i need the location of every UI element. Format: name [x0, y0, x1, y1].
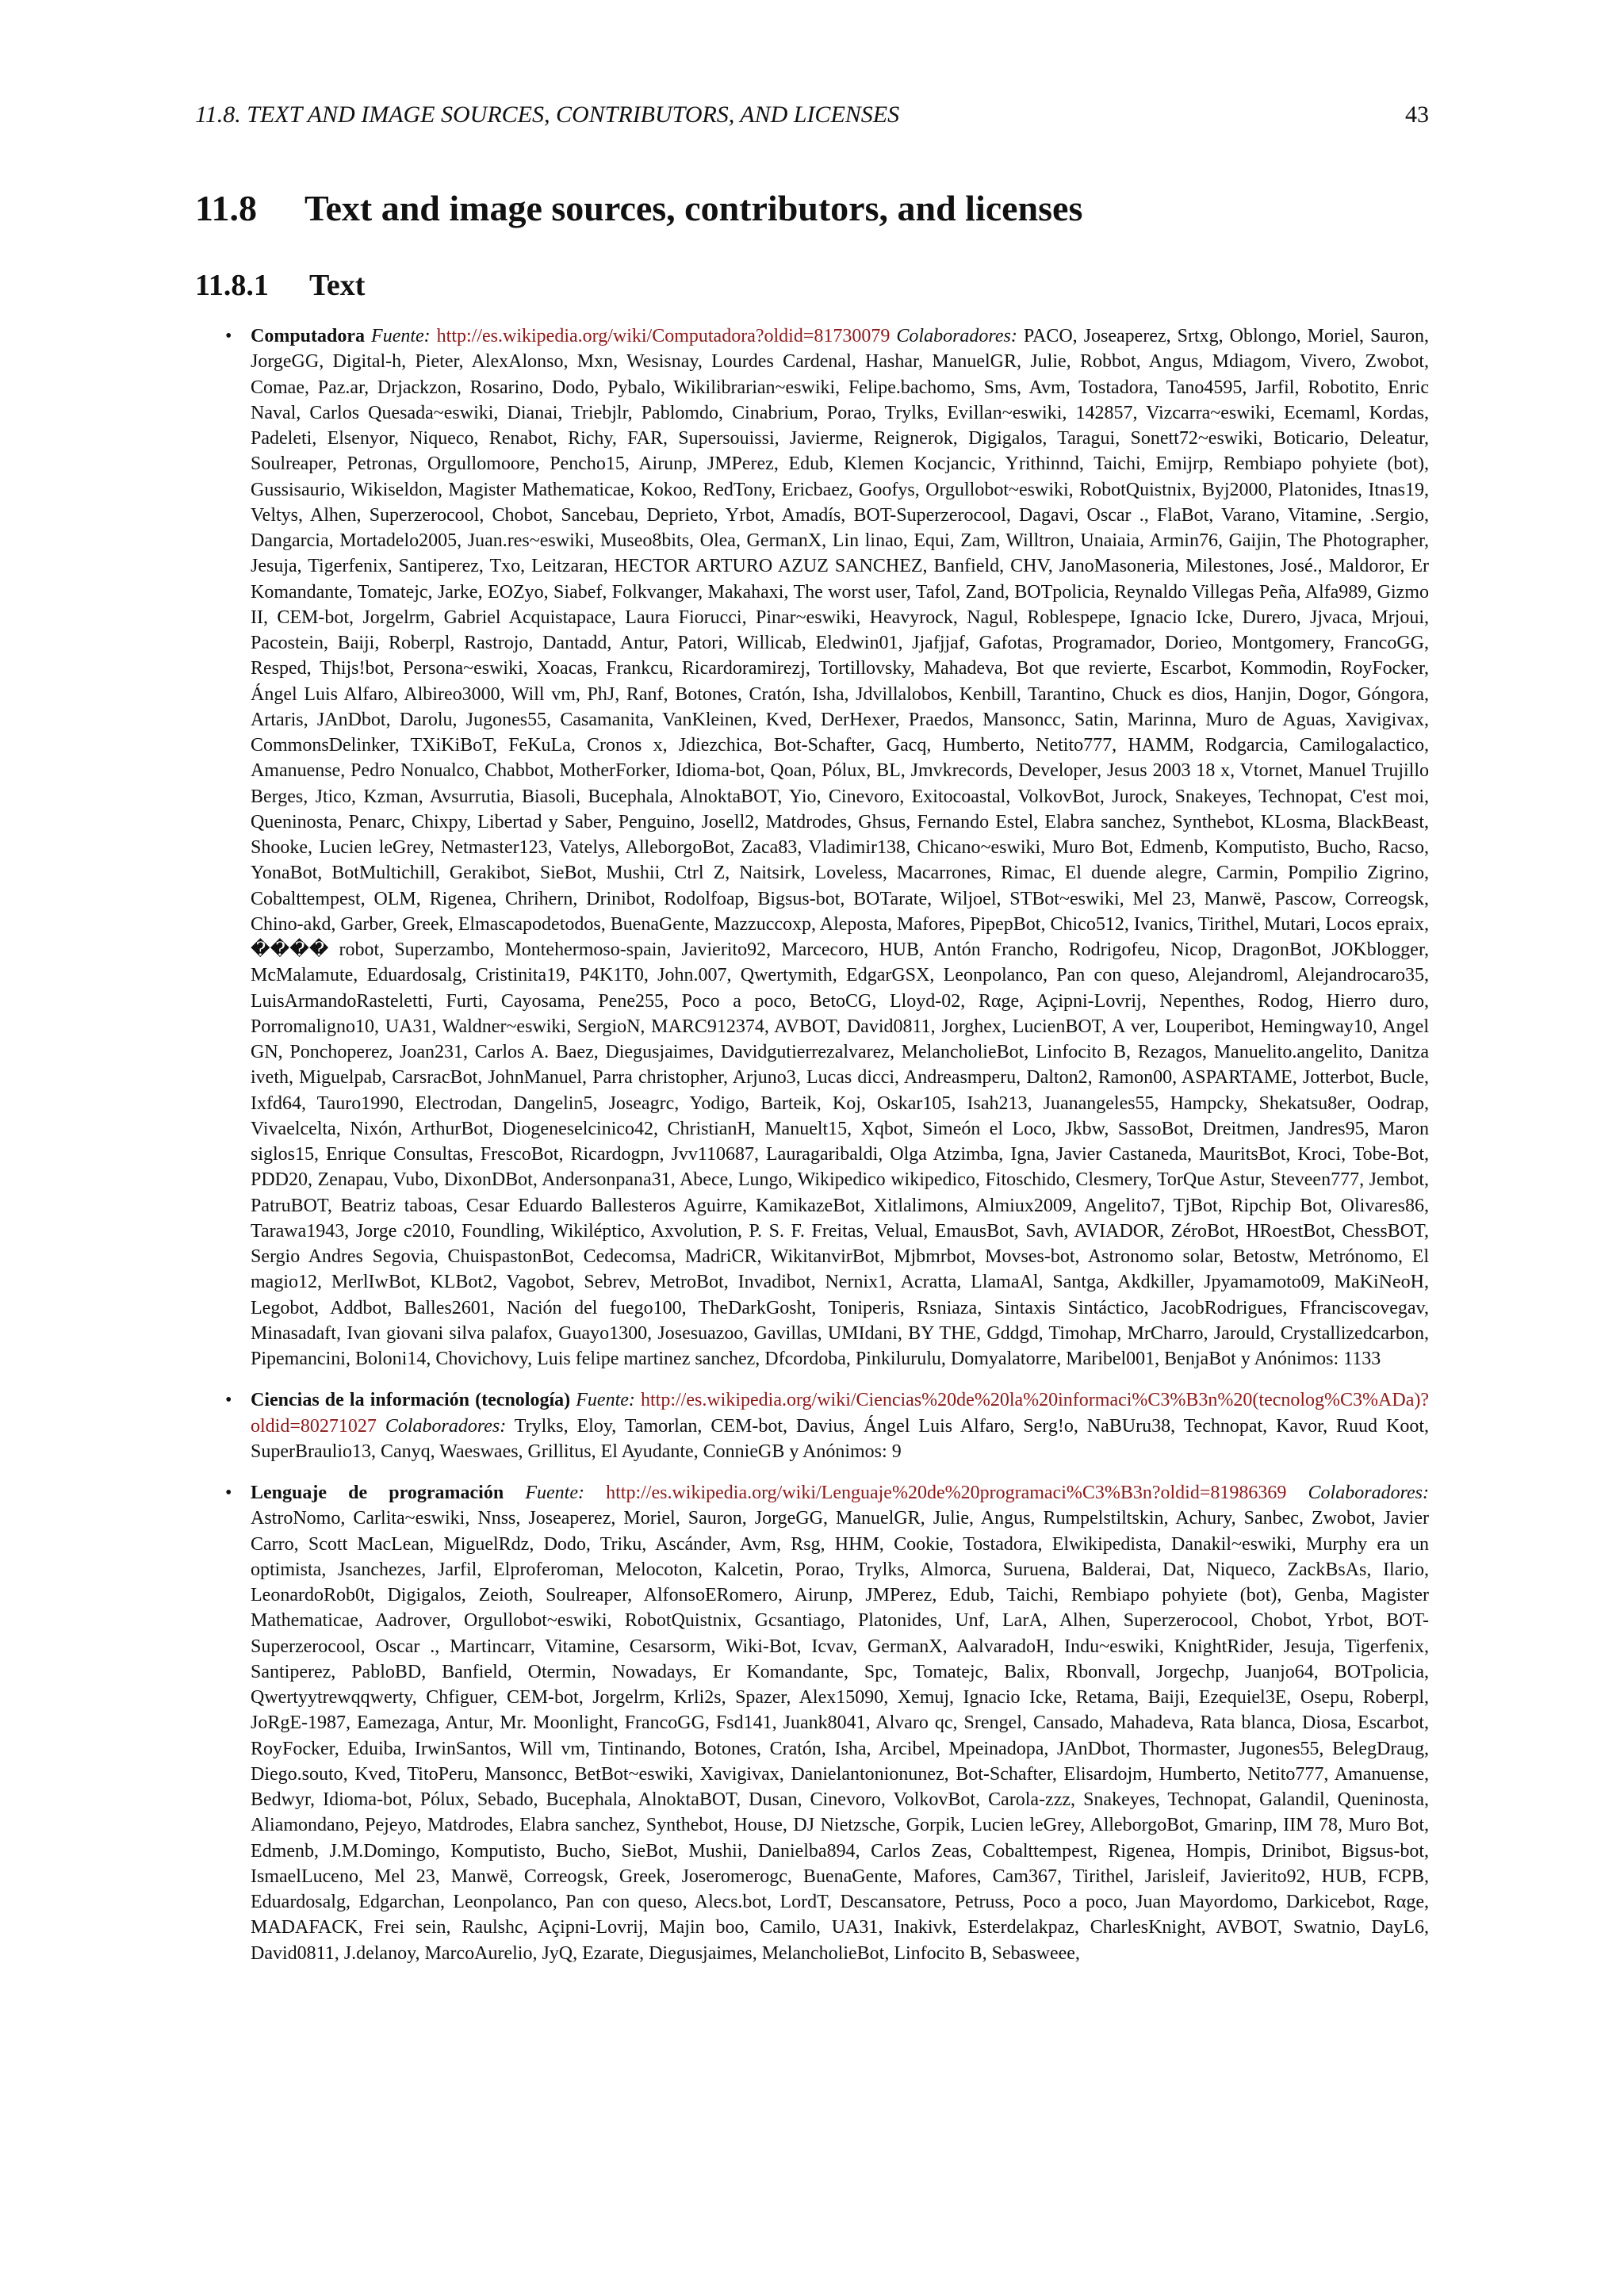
- article-title: Ciencias de la información (tecnología): [251, 1390, 571, 1411]
- source-url-link[interactable]: http://es.wikipedia.org/wiki/Lenguaje%20de%20programaci%C3%B3n?oldid=81986369: [606, 1483, 1287, 1503]
- source-entry: [251, 323, 1429, 1372]
- contributors-label: Colaboradores:: [1308, 1483, 1429, 1503]
- running-title: 11.8. TEXT AND IMAGE SOURCES, CONTRIBUTORS, AND LICENSES: [195, 101, 900, 128]
- source-entry: [251, 1387, 1429, 1464]
- source-entry-list: [251, 323, 1429, 1982]
- article-title: Lenguaje de programación: [251, 1483, 504, 1503]
- article-title: Computadora: [251, 326, 366, 346]
- source-label: Fuente:: [525, 1483, 584, 1503]
- page-number: 43: [1405, 101, 1429, 128]
- subsection-number: 11.8.1: [195, 269, 269, 302]
- source-label: Fuente:: [576, 1390, 635, 1411]
- section-title-text: Text and image sources, contributors, and licenses: [304, 188, 1083, 228]
- contributors-label: Colaboradores:: [385, 1415, 507, 1437]
- source-url-link[interactable]: http://es.wikipedia.org/wiki/Ciencias%20de%20la%20informaci%C3%B3n%20(tecnolog%C3%ADa)?oldid=80271027: [251, 1390, 1429, 1437]
- contributors-list: PACO, Joseaperez, Srtxg, Oblongo, Moriel, Sauron, JorgeGG, Digital-h, Pieter, AlexAlonso, Mxn, Wesisnay, Lourdes Cardenal, Hashar, ManuelGR, Julie, Robbot, Angus, Mdiagom, Vivero, Zwobot, Comae, Paz.ar, Drjackzon, Rosarino, Dodo, Pybalo, Wikilibrarian~eswiki, Felipe.bachomo, Sms, Avm, Tostadora, Tano4595, Jarfil, Robotito, Enric Naval, Carlos Quesada~eswiki, Dianai, Triebjlr, Pablomdo, Cinabrium, Porao, Trylks, Evillan~eswiki, 142857, Vizcarra~eswiki, Ecemaml, Kordas, Padeleti, Elsenyor, Niqueco, Renabot, Richy, FAR, Supersouissi, Javierme, Reignerok, Digigalos, Taragui, Sonett72~eswiki, Boticario, Deleatur, Soulreaper, Petronas, Orgullomoore, Pencho15, Airunp, JMPerez, Edub, Klemen Kocjancic, Yrithinnd, Taichi, Emijrp, Rembiapo pohyiete (bot), Gussisaurio, Wikiseldon, Magister Mathematicae, Kokoo, RedTony, Ericbaez, Goofys, Orgullobot~eswiki, RobotQuistnix, Byj2000, Platonides, Itnas19, Veltys, Alhen, Superzerocool, Chobot, Sancebau, Deprieto, Yrbot, Amadís, BOT-Superzerocool, Dagavi, Oscar ., FlaBot, Varano, Vitamine, .Sergio, Dangarcia, Mortadelo2005, Juan.res~eswiki, Museo8bits, Olea, GermanX, Lin linao, Equi, Zam, Willtron, Unaiaia, Armin76, Gaijin, The Photographer, Jesuja, Tigerfenix, Santiperez, Txo, Leitzaran, HECTOR ARTURO AZUZ SANCHEZ, Banfield, CHV, JanoMasoneria, Milestones, José., Maldoror, Er Komandante, Tomatejc, Jarke, EOZyo, Siabef, Folkvanger, Makahaxi, The worst user, Tafol, Zand, BOTpolicia, Reynaldo Villegas Peña, Alfa989, Gizmo II, CEM-bot, Jorgelrm, Gabriel Acquistapace, Laura Fiorucci, Pinar~eswiki, Heavyrock, Nagul, Roblespepe, Ignacio Icke, Durero, Jjvaca, Mrjoui, Pacostein, Baiji, Roberpl, Rastrojo, Dantadd, Antur, Patori, Willicab, Eledwin01, Jjafjjaf, Gafotas, Programador, Dorieo, Montgomery, FrancoGG, Resped, Thijs!bot, Persona~eswiki, Xoacas, Frankcu, Ricardoramirezj, Tortillovsky, Mahadeva, Bot que revierte, Escarbot, Kommodin, RoyFocker, Ángel Luis Alfaro, Albireo3000, Will vm, PhJ, Ranf, Botones, Cratón, Isha, Jdvillalobos, Kenbill, Tarantino, Chuck es dios, Hanjin, Dogor, Góngora, Artaris, JAnDbot, Darolu, Jugones55, Casamanita, VanKleinen, Kved, DerHexer, Praedos, Mansoncc, Satin, Marinna, Muro de Aguas, Xavigivax, CommonsDelinker, TXiKiBoT, FeKuLa, Cronos x, Jdiezchica, Bot-Schafter, Gacq, Humberto, Netito777, HAMM, Rodgarcia, Camilogalactico, Amanuense, Pedro Nonualco, Chabbot, MotherForker, Idioma-bot, Qoan, Pólux, BL, Jmvkrecords, Developer, Jesus 2003 18 x, Vtornet, Manuel Trujillo Berges, Jtico, Kzman, Avsurrutia, Biasoli, Bucephala, AlnoktaBOT, Yio, Cinevoro, Exitocoastal, VolkovBot, Jurock, Snakeyes, Technopat, C'est moi, Queninosta, Penarc, Chixpy, Libertad y Saber, Penguino, Josell2, Matdrodes, Ghsus, Fernando Estel, Elabra sanchez, Synthebot, KLosma, BlackBeast, Shooke, Lucien leGrey, Netmaster123, Vatelys, AlleborgoBot, Zaca83, Vladimir138, Chicano~eswiki, Muro Bot, Edmenb, Komputisto, Bucho, Racso, YonaBot, BotMultichill, Gerakibot, SieBot, Mushii, Ctrl Z, Naitsirk, Loveless, Macarrones, Rimac, El duende alegre, Carmin, Pompilio Zigrino, Cobalttempest, OLM, Rigenea, Chrihern, Drinibot, Rodolfoap, Bigsus-bot, BOTarate, Wiljoel, STBot~eswiki, Mel 23, Manwë, Pascow, Correogsk, Chino-akd, Garber, Greek, Elmascapodetodos, BuenaGente, Mazzuccoxp, Aleposta, Mafores, PipepBot, Chico512, Ivanics, Tirithel, Mutari, Locos epraix, ���� robot, Superzambo, Montehermoso-spain, Javierito92, Marcecoro, HUB, Antón Francho, Rodrigofeu, Nicop, DragonBot, JOKblogger, McMalamute, Eduardosalg, Cristinita19, P4K1T0, John.007, Qwertymith, EdgarGSX, Leonpolanco, Pan con queso, Alejandroml, Alejandrocaro35, LuisArmandoRasteletti, Furti, Cayosama, Pene255, Poco a poco, BetoCG, Lloyd-02, Rαge, Açipni-Lovrij, Nepenthes, Rodog, Hierro duro, Porromaligno10, UA31, Waldner~eswiki, SergioN, MARC912374, AVBOT, David0811, Jorghex, LucienBOT, A ver, Louperibot, Hemingway10, Angel GN, Ponchoperez, Joan231, Carlos A. Baez, Diegusjaimes, Davidgutierrezalvarez, MelancholieBot, Linfocito B, Rezagos, Manuelito.angelito, Danitza iveth, Miguelpab, CarsracBot, JohnManuel, Parra christopher, Arjuno3, Lucas dicci, Andreasmperu, Dalton2, Ramon00, ASPARTAME, Jotterbot, Bucle, Ixfd64, Tauro1990, Electrodan, Dangelin5, Joseagrc, Yodigo, Barteik, Koj, Oskar105, Isah213, Juanangeles55, Hampcky, Shekatsu8er, Oodrap, Vivaelcelta, Nixón, ArthurBot, Diogeneselcinico42, ChristianH, Manuelt15, Xqbot, Simeón el Loco, Jkbw, SassoBot, Dreitmen, Jandres95, Maron siglos15, Enrique Consultas, FrescoBot, Ricardogpn, Jvv110687, Lauragaribaldi, Olga Atzimba, Igna, Javier Castaneda, MauritsBot, Kroci, Tobe-Bot, PDD20, Zenapau, Vubo, DixonDBot, Andersonpana31, Abece, Lungo, Wikipedico wikipedico, Fitoschido, Clesmery, TorQue Astur, Steveen777, Jembot, PatruBOT, Beatriz taboas, Cesar Eduardo Ballesteros Aguirre, KamikazeBot, Xitlalimons, Almiux2009, Angelito7, TjBot, Ripchip Bot, Olivares86, Tarawa1943, Jorge c2010, Foundling, Wikiléptico, Axvolution, P. S. F. Freitas, Velual, EmausBot, Savh, AVIADOR, ZéroBot, HRoestBot, ChessBOT, Sergio Andres Segovia, ChuispastonBot, Cedecomsa, MadriCR, WikitanvirBot, Mjbmrbot, Movses-bot, Astronomo solar, Betostw, Metrónomo, El magio12, MerlIwBot, KLBot2, Vagobot, Sebrev, MetroBot, Invadibot, Nernix1, Acratta, LlamaAl, Santga, Akdkiller, Jpyamamoto09, MaKiNeoH, Legobot, Addbot, Balles2601, Nación del fuego100, TheDarkGosht, Toniperis, Rsniaza, Sintaxis Sintáctico, JacobRodrigues, Ffranciscovegav, Minasadaft, Ivan giovani silva palafox, Guayo1300, Josesuazoo, Gavillas, UMIdani, BY THE, Gddgd, Timohap, MrCharro, Jarould, Crystallizedcarbon, Pipemancini, Boloni14, Chovichovy, Luis felipe martinez sanchez, Dfcordoba, Pinkilurulu, Domyalatorre, Maribel001, BenjaBot y Anónimos: 1133: [251, 326, 1429, 1369]
- source-url-link[interactable]: http://es.wikipedia.org/wiki/Computadora?oldid=81730079: [436, 326, 891, 346]
- section-number: 11.8: [195, 188, 257, 228]
- contributors-label: Colaboradores:: [896, 326, 1017, 346]
- source-label: Fuente:: [371, 326, 431, 346]
- section-title: [195, 187, 1082, 229]
- contributors-list: AstroNomo, Carlita~eswiki, Nnss, Joseaperez, Moriel, Sauron, JorgeGG, ManuelGR, Julie, Angus, Rumpelstiltskin, Achury, Sanbec, Zwobot, Javier Carro, Scott MacLean, MiguelRdz, Dodo, Triku, Ascánder, Avm, Rsg, HHM, Cookie, Tostadora, Elwikipedista, Danakil~eswiki, Murphy era un optimista, Jsanchezes, Jarfil, Elproferoman, Melocoton, Kalcetin, Porao, Trylks, Almorca, Suruena, Balderai, Dat, Niqueco, ZackBsAs, Ilario, LeonardoRob0t, Digigalos, Zeioth, Soulreaper, AlfonsoERomero, Airunp, JMPerez, Edub, Taichi, Rembiapo pohyiete (bot), Genba, Magister Mathematicae, Aadrover, Orgullobot~eswiki, RobotQuistnix, Gcsantiago, Platonides, Unf, LarA, Alhen, Superzerocool, Chobot, Yrbot, BOT-Superzerocool, Oscar ., Martincarr, Vitamine, Cesarsorm, Wiki-Bot, Icvav, GermanX, AalvaradoH, Indu~eswiki, KnightRider, Jesuja, Tigerfenix, Santiperez, PabloBD, Banfield, Otermin, Nowadays, Er Komandante, Spc, Tomatejc, Balix, Rbonvall, Jorgechp, Juanjo64, BOTpolicia, Qwertyytrewqqwerty, Chfiguer, CEM-bot, Jorgelrm, Krli2s, Spazer, Alex15090, Xemuj, Ignacio Icke, Retama, Baiji, Ezequiel3E, Osepu, Roberpl, JoRgE-1987, Eamezaga, Antur, Mr. Moonlight, FrancoGG, Fsd141, Juank8041, Alvaro qc, Srengel, Cansado, Mahadeva, Rata blanca, Diosa, Escarbot, RoyFocker, Eduiba, IrwinSantos, Will vm, Tintinando, Botones, Cratón, Isha, Arcibel, Mpeinadopa, JAnDbot, Thormaster, Jugones55, BelegDraug, Diego.souto, Kved, TitoPeru, Mansoncc, BetBot~eswiki, Xavigivax, Danielantonionunez, Bot-Schafter, Elisardojm, Humberto, Netito777, Amanuense, Bedwyr, Idioma-bot, Pólux, Sebado, Bucephala, AlnoktaBOT, Dusan, Cinevoro, VolkovBot, Carola-zzz, Snakeyes, Technopat, Galandil, Queninosta, Aliamondano, Pejeyo, Matdrodes, Elabra sanchez, Synthebot, House, DJ Nietzsche, Gorpik, Lucien leGrey, AlleborgoBot, Gmarinp, IIM 78, Muro Bot, Edmenb, J.M.Domingo, Komputisto, Bucho, SieBot, Mushii, Danielba894, Carlos Zeas, Cobalttempest, Rigenea, Hompis, Drinibot, Bigsus-bot, IsmaelLuceno, Mel 23, Manwë, Correogsk, Greek, Joseromerogc, BuenaGente, Mafores, Cam367, Tirithel, Jarisleif, Javierito92, HUB, FCPB, Eduardosalg, Edgarchan, Leonpolanco, Pan con queso, Alecs.bot, LordT, Descansatore, Petruss, Poco a poco, Juan Mayordomo, Darkicebot, Rαge, MADAFACK, Frei sein, Raulshc, Açipni-Lovrij, Majin boo, Camilo, UA31, Inakivk, Esterdelakpaz, CharlesKnight, AVBOT, Swatnio, DayL6, David0811, J.delanoy, MarcoAurelio, JyQ, Ezarate, Diegusjaimes, MelancholieBot, Linfocito B, Sebasweee,: [251, 1508, 1429, 1964]
- subsection-title-text: Text: [309, 269, 366, 302]
- contributors-list: Trylks, Eloy, Tamorlan, CEM-bot, Davius, Ángel Luis Alfaro, Serg!o, NaBUru38, Technopat, Kavor, Ruud Koot, SuperBraulio13, Canyq, Waeswaes, Grillitus, El Ayudante, ConnieGB y Anónimos: 9: [251, 1415, 1429, 1462]
- subsection-title: [195, 268, 365, 303]
- running-header: [195, 101, 1429, 128]
- source-entry: [251, 1480, 1429, 1966]
